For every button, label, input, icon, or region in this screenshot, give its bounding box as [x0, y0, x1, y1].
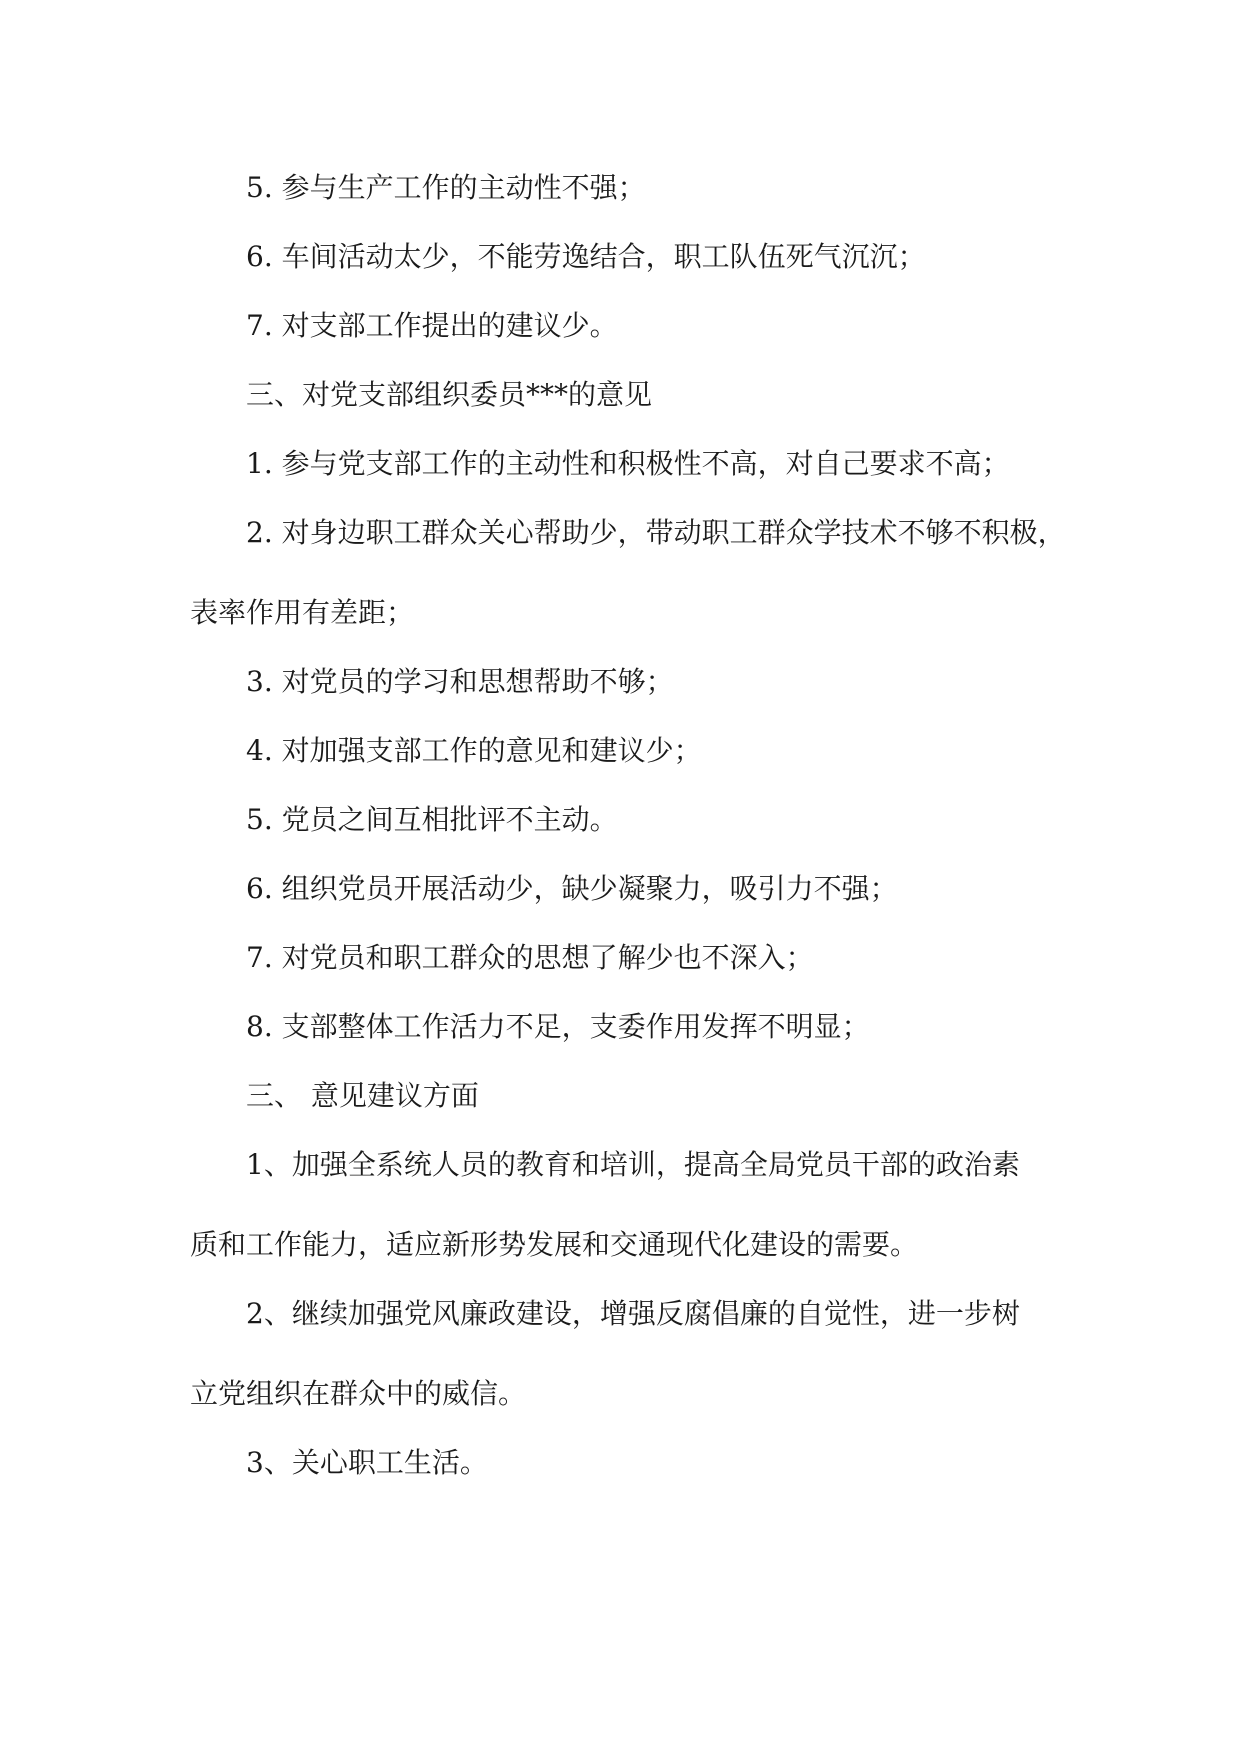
document-body [190, 168, 1070, 1483]
list-item: 3. 对党员的学习和思想帮助不够； [246, 665, 674, 698]
list-item: 5. 参与生产工作的主动性不强； [246, 171, 646, 204]
list-item: 7. 对支部工作提出的建议少。 [246, 309, 618, 342]
list-item: 6. 组织党员开展活动少，缺少凝聚力，吸引力不强； [246, 872, 898, 905]
list-item: 3、关心职工生活。 [246, 1446, 488, 1479]
list-item-continuation: 表率作用有差距； [190, 596, 415, 629]
section-heading: 三、 意见建议方面 [246, 1079, 479, 1112]
section-heading: 三、对党支部组织委员***的意见 [246, 378, 653, 411]
list-item-continuation: 质和工作能力，适应新形势发展和交通现代化建设的需要。 [190, 1228, 919, 1261]
list-item: 4. 对加强支部工作的意见和建议少； [246, 734, 702, 767]
list-item: 2. 对身边职工群众关心帮助少，带动职工群众学技术不够不积极， [246, 516, 1066, 549]
list-item: 5. 党员之间互相批评不主动。 [246, 803, 618, 836]
list-item: 2、继续加强党风廉政建设，增强反腐倡廉的自觉性，进一步树 [246, 1297, 1020, 1330]
list-item: 7. 对党员和职工群众的思想了解少也不深入； [246, 941, 814, 974]
list-item: 6. 车间活动太少，不能劳逸结合，职工队伍死气沉沉； [246, 240, 926, 273]
list-item: 8. 支部整体工作活力不足，支委作用发挥不明显； [246, 1010, 870, 1043]
list-item-continuation: 立党组织在群众中的威信。 [190, 1377, 527, 1410]
list-item: 1. 参与党支部工作的主动性和积极性不高，对自己要求不高； [246, 447, 1010, 480]
list-item: 1、加强全系统人员的教育和培训，提高全局党员干部的政治素 [246, 1148, 1020, 1181]
